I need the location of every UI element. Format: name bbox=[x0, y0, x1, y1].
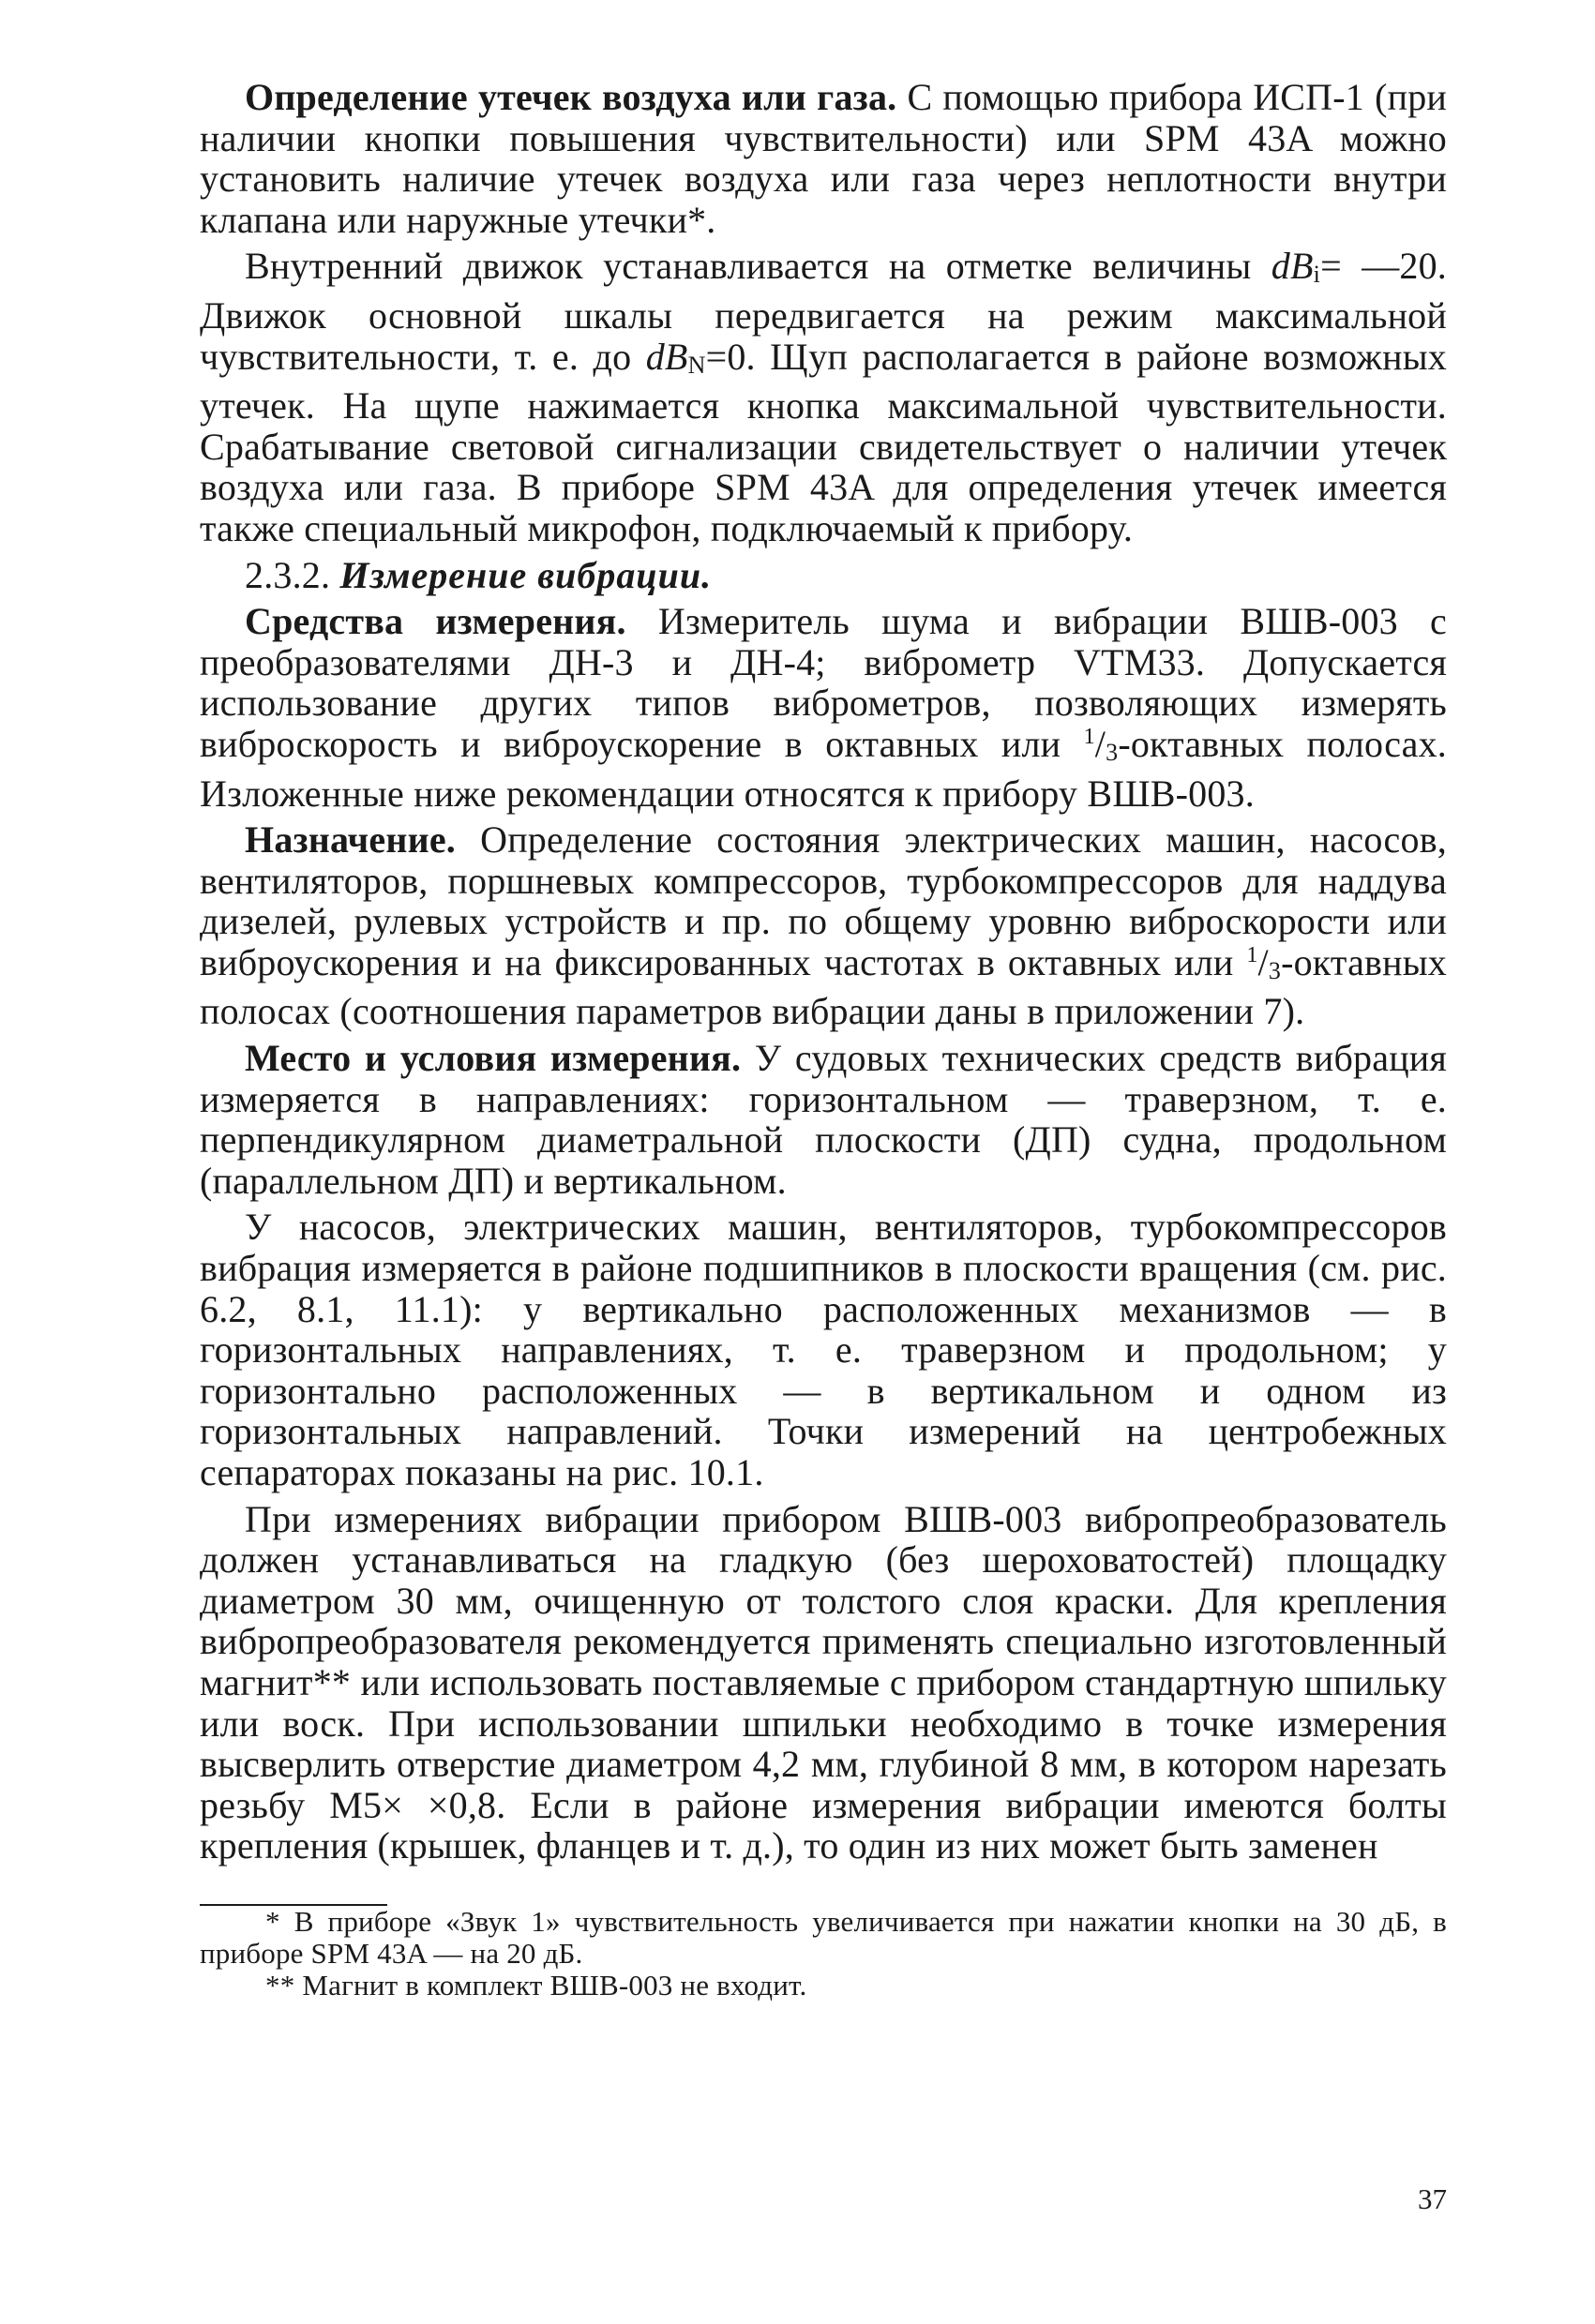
paragraph-lead: Назначение. bbox=[245, 818, 456, 862]
footnote: ** Магнит в комплект ВШВ-003 не входит. bbox=[265, 1968, 807, 2002]
paragraph-text: Определение состояния электрических машин, насосов, вентиляторов, поршневых компрессоров, турбокомпрессоров для наддува дизелей, рулевых устройств и пр. по общему уровню виброскорости или виброускорения и на фиксированных частотах в октавных или bbox=[200, 818, 1447, 983]
paragraph-lead: Место и условия измерения. bbox=[245, 1037, 742, 1080]
fraction-num: 1 bbox=[1246, 942, 1258, 967]
section-number: 2.3.2. bbox=[245, 553, 340, 596]
paragraph-text: =0. Щуп располагается в районе возможных утечек. На щупе нажимается кнопка максимальной чувствительности. Срабатывание световой сигнализации свидетельствует о наличии утечек воздуха или газа. В приборе SPM 43A для определения утечек имеется также специальный микрофон, подключаемый к прибору. bbox=[200, 335, 1447, 549]
formula-var: dB bbox=[645, 335, 688, 378]
paragraph-pumps: У насосов, электрических машин, вентиляторов, турбокомпрессоров вибрация измеряется в районе подшипников в плоскости вращения (см. рис. 6.2, 8.1, 11.1): у вертикально расположенных механизмов — в горизонтальных направлениях, т. е. траверзном и продольном; у горизонтально расположенных — в вертикальном и одном из горизонтальных направлений. Точки измерений на центробежных сепараторах показаны на рис. 10.1. bbox=[200, 1206, 1447, 1493]
formula-sub: i bbox=[1313, 261, 1321, 289]
paragraph-slider bbox=[200, 246, 1447, 548]
paragraph-text: С помощью прибора ИСП-1 (при наличии кнопки повышения чувствительности) или SPM 43A можно установить наличие утечек воздуха или газа через неплотности внутри клапана или наружные утечки*. bbox=[200, 76, 1447, 241]
fraction-slash: / bbox=[1094, 722, 1106, 765]
paragraph-mounting: При измерениях вибрации прибором ВШВ-003 вибропреобразователь должен устанавливаться на гладкую (без шероховатостей) площадку диаметром 30 мм, очищенную от толстого слоя краски. Для крепления вибропреобразователя рекомендуется применять специально изготовленный магнит** или использовать поставляемые с прибором стандартную шпильку или воск. При использовании шпильки необходимо в точке измерения высверлить отверстие диаметром 4,2 мм, глубиной 8 мм, в котором нарезать резьбу М5× ×0,8. Если в районе измерения вибрации имеются болты крепления (крышек, фланцев и т. д.), то один из них может быть заменен bbox=[200, 1497, 1447, 1867]
formula-sub: N bbox=[687, 351, 706, 379]
fraction-den: 3 bbox=[1106, 738, 1119, 766]
paragraph-text: Измеритель шума и вибрации ВШВ-003 с преобразователями ДН-3 и ДН-4; виброметр VTM33. Допускается использование других типов виброметров, позволяющих измерять виброскорость и виброускорение в октавных или bbox=[200, 600, 1447, 765]
fraction-den: 3 bbox=[1268, 956, 1282, 984]
formula-var: dB bbox=[1271, 245, 1314, 288]
page-number: 37 bbox=[1418, 2182, 1447, 2215]
section-title: Измерение вибрации. bbox=[339, 553, 713, 596]
paragraph-lead: Средства измерения. bbox=[245, 600, 626, 643]
paragraph-lead: Определение утечек воздуха или газа. bbox=[245, 76, 897, 118]
fraction-slash: / bbox=[1257, 940, 1269, 983]
paragraph-air-leaks bbox=[200, 77, 1447, 240]
paragraph-location bbox=[200, 1038, 1447, 1201]
fraction-num: 1 bbox=[1083, 724, 1095, 749]
paragraph-purpose bbox=[200, 819, 1447, 1032]
footnote: * В приборе «Звук 1» чувствительность увеличивается при нажатии кнопки на 30 дБ, в приборе SPM 43A — на 20 дБ. bbox=[200, 1904, 1447, 1970]
footnotes bbox=[200, 1906, 1447, 2002]
paragraph-text: -октавных полосах (соотношения параметров вибрации даны в приложении 7). bbox=[200, 940, 1447, 1033]
paragraph-text: -октавных полосах. Изложенные ниже рекомендации относятся к прибору ВШВ-003. bbox=[200, 722, 1447, 815]
paragraph-text: = —20. Движок основной шкалы передвигается на режим максимальной чувствительности, т. е. до bbox=[200, 245, 1447, 378]
paragraph-text: У судовых технических средств вибрация измеряется в направлениях: горизонтальном — траверзном, т. е. перпендикулярном диаметральной плоскости (ДП) судна, продольном (параллельном ДП) и вертикальном. bbox=[200, 1037, 1447, 1202]
page-body bbox=[200, 77, 1447, 2002]
section-heading bbox=[200, 555, 1447, 596]
paragraph-instruments bbox=[200, 601, 1447, 814]
paragraph-text: Внутренний движок устанавливается на отметке величины bbox=[245, 245, 1271, 288]
